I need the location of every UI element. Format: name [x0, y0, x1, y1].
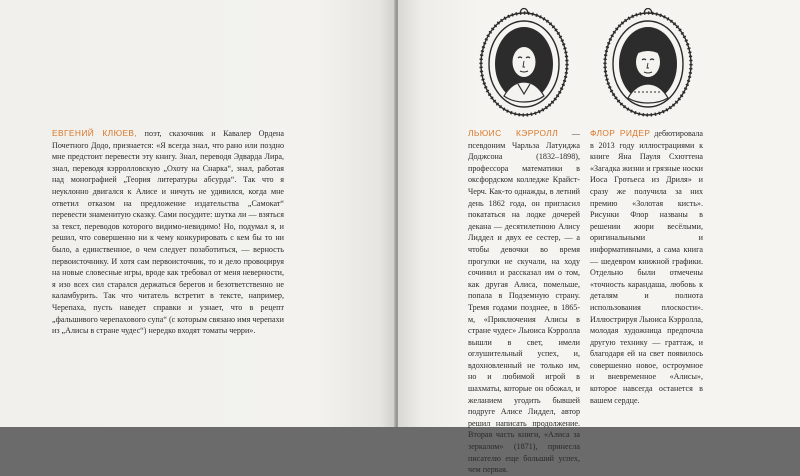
kluev-bio: [52, 128, 284, 337]
kluev-text: поэт, сказочник и Кавалер Ордена Почетного Додо, признается: «Я всегда знал, что рано или поздно мне предстоит перевести эту книгу. Знал, переводя Эдварда Лира, знал, переводя кэрролловскую „Охоту на Снарка“, знал, работая над монографией „Теория литературы абсурда“. Так что я неуклонно двигался к Алисе и ничуть не удивился, когда мне ответил отказом на предложение издательства „Самокат“ перевести знаменитую сказку. Сами посудите: шутка ли — взяться за текст, переводов которого видимо-невидимо! Но, подумал я, и решил, что совершенно ни к чему конкурировать с кем бы то ни было, а единственное, о чем следует позаботиться, — верность первоисточнику. И хотя сам первоисточник, то и дело провоцируя на новые словесные игры, вроде как требовал от меня неверности, я изо всех сил старался держаться берегов и безответственно не каламбурить. Так что читатель встретит в тексте, например, Черепаха, пусть наведет справки и узнает, что в рецепт „фальшивого черепахового супа“ (с которым связано имя черепахи из „Алисы в стране чудес“) нередко входят томаты черри».: [52, 129, 284, 336]
rider-text: дебютировала в 2013 году иллюстрациями к книге Яна Пауля Схюттена «Загадка жизни и грязные носки Иоса Гротьеса из Дриля» и сразу же получила за них премию «Золотая кисть». Рисунки Флор названы в решении жюри весёлыми, оригинальными и информативными, а сама книга — шедевром книжной графики. Отдельно были отмечены «точность карандаша, любовь к деталям и полнота использования плоскости». Иллюстрируя Льюиса Кэрролла, молодая художница предпочла другую технику — граттаж, и благодаря ей на свет появилось совершенно новое, остроумное и вневременное «Алисы», которое навсегда останется в вашем сердце.: [590, 129, 704, 405]
carroll-bio: [468, 128, 580, 476]
kluev-name: ЕВГЕНИЙ КЛЮЕВ,: [52, 128, 138, 138]
carroll-name: ЛЬЮИС КЭРРОЛЛ: [468, 128, 559, 138]
rider-bio: [590, 128, 703, 406]
carroll-portrait-icon: [474, 6, 574, 118]
carroll-text: — псевдоним Чарльза Латуиджа Доджсона (1832–1898), профессора математики в оксфордском колледже Крайст-Черч. Как-то однажды, в летний день 1862 года, он пригласил покататься на лодке дочерей декана — десятилетнюю Алису Лиддел и двух ее сестер, — а чтобы девочки во время прогулки не скучали, на ходу сочинил и рассказал им о том, как другая Алиса, помельше, попала в Подземную страну. Тремя годами позднее, в 1865-м, «Приключения Алисы в стране чудес» Льюиса Кэрролла вышли в свет, имели оглушительный успех, и, вдохновленный не только им, но и любимой игрой в шахматы, которые он обожал, и желанием угодить бывшей подруге Алисе Лиддел, автор решил написать продолжение. Вторая часть книги, «Алиса за зеркалом» (1871), принесла писателю еще больший успех, чем первая.: [468, 129, 580, 475]
left-page: [0, 0, 396, 427]
rider-portrait-icon: [598, 6, 698, 118]
rider-name: ФЛОР РИДЕР: [590, 128, 651, 138]
